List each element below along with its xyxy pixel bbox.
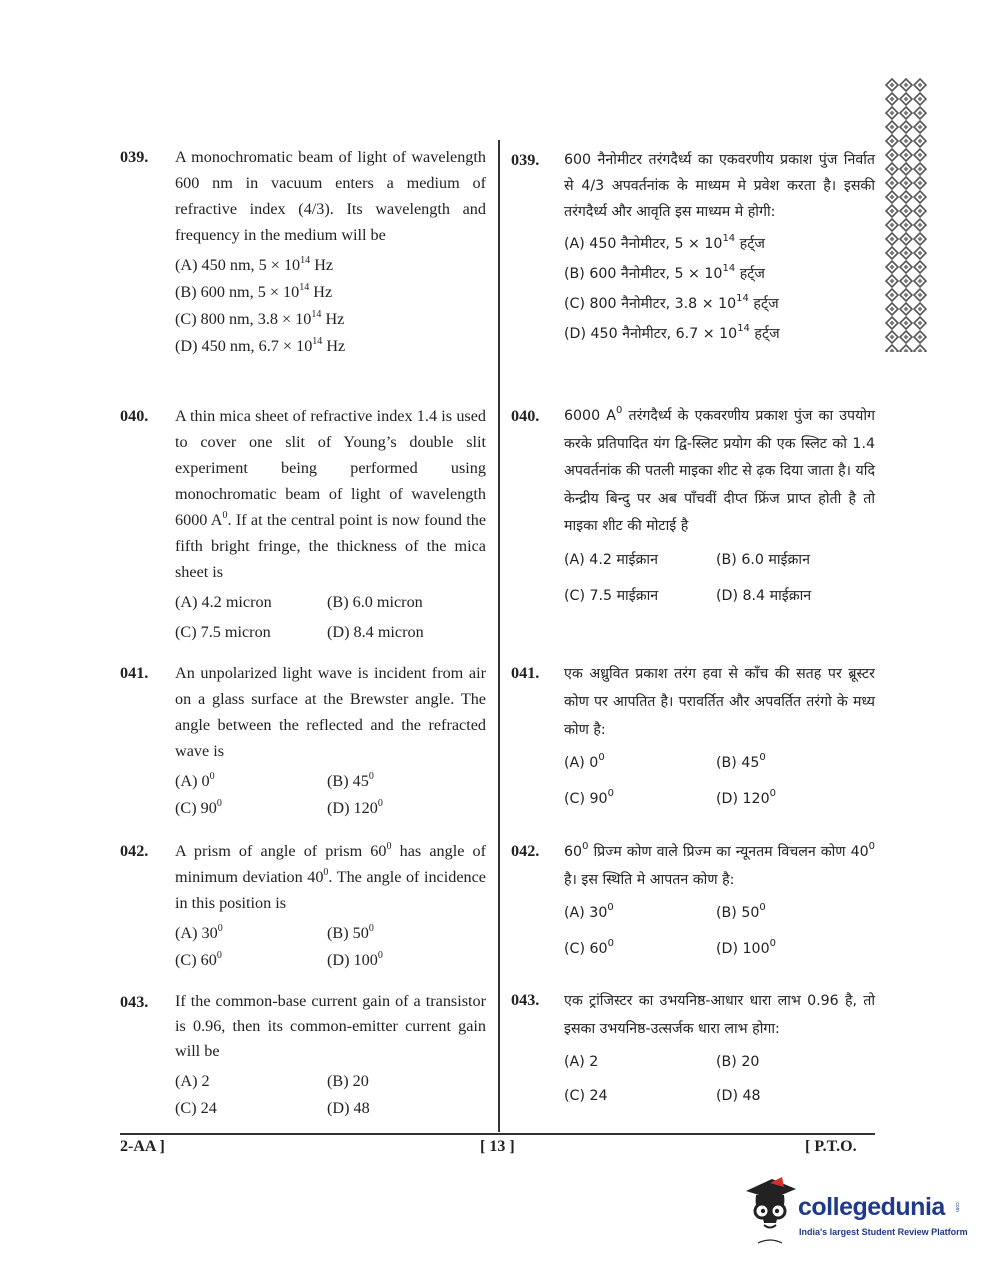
question-text: $60^0$ प्रिज्म कोण वाले प्रिज्म का न्यूनतम विचलन कोण $40^0$ है। इस स्थिति मे आपतन कोण है: (564, 841, 875, 888)
option-c: (C) 24 (175, 1099, 217, 1117)
option-a: (A) $30^0$ (564, 902, 614, 921)
option-a: (A) 450 नैनोमीटर, $5 \times 10^{14}$ हर्ट्ज (564, 233, 765, 252)
option-a: (A) 4.2 micron (175, 593, 272, 611)
option-d: (D) 8.4 माईक्रान (716, 587, 812, 604)
option-a: (A) 2 (175, 1072, 210, 1090)
question-text: A prism of angle of prism $60^0$ has angle of minimum deviation $40^0$. The angle of incidence in this position is (175, 840, 486, 912)
question-039-hindi (511, 147, 875, 349)
option-c: (C) $60^0$ (564, 938, 614, 957)
question-number: 040. (120, 407, 149, 425)
option-a: (A) 4.2 माईक्रान (564, 551, 658, 568)
option-b: (B) 6.0 micron (327, 593, 423, 611)
question-text: A thin mica sheet of refractive index 1.4 is used to cover one slit of Young’s double slit experiment being performed using monochromatic beam of light of wavelength 6000 $A^0$. If at the central point is now found the fifth bright fringe, the thickness of the mica sheet is (175, 407, 487, 581)
question-041-hindi (511, 660, 875, 814)
footer-paper-code: 2-AA ] (120, 1138, 165, 1155)
question-number: 043. (120, 993, 149, 1011)
option-c: (C) 800 nm, $3.8 \times 10^{14}$ Hz (175, 308, 345, 328)
logo-domain: .com (954, 1201, 960, 1212)
question-number: 039. (511, 151, 540, 169)
question-040-hindi (511, 403, 875, 611)
option-d: (D) 450 नैनोमीटर, $6.7 \times 10^{14}$ हर्ट्ज (564, 323, 780, 342)
logo-wordmark: collegedunia (798, 1193, 945, 1221)
options-list (564, 748, 875, 814)
footer-page-number: [ 13 ] (480, 1138, 515, 1155)
decorative-side-pattern (885, 78, 927, 352)
question-number: 042. (511, 842, 540, 860)
option-b: (B) $50^0$ (716, 902, 766, 921)
options-list (175, 1068, 486, 1122)
footer-rule (120, 1133, 875, 1135)
question-text: If the common-base current gain of a transistor is 0.96, then its common-emitter current gain will be (175, 992, 486, 1060)
option-b: (B) 20 (716, 1054, 760, 1070)
options-list (564, 1047, 875, 1111)
option-c: (C) 7.5 micron (175, 623, 271, 641)
question-number: 040. (511, 407, 540, 425)
option-d: (D) 48 (716, 1088, 761, 1104)
question-number: 041. (120, 664, 149, 682)
option-b: (B) $50^0$ (327, 922, 374, 942)
option-c: (C) 800 नैनोमीटर, $3.8 \times 10^{14}$ हर्ट्ज (564, 293, 779, 312)
option-d: (D) $100^0$ (716, 938, 776, 957)
option-b: (B) $45^0$ (716, 752, 766, 771)
option-d: (D) $100^0$ (327, 949, 383, 969)
option-b: (B) 20 (327, 1072, 369, 1090)
option-d: (D) 48 (327, 1099, 370, 1117)
collegedunia-logo (742, 1175, 972, 1255)
option-c: (C) 7.5 माईक्रान (564, 587, 659, 604)
option-c: (C) $90^0$ (564, 788, 614, 807)
option-d: (D) $120^0$ (716, 788, 776, 807)
option-d: (D) 450 nm, $6.7 \times 10^{14}$ Hz (175, 335, 346, 355)
options-list (175, 920, 486, 974)
option-b: (B) 6.0 माईक्रान (716, 551, 810, 568)
question-number: 039. (120, 148, 149, 166)
options-list (175, 589, 486, 646)
question-042-english (120, 838, 486, 974)
question-number: 042. (120, 842, 149, 860)
option-a: (A) 450 nm, $5 \times 10^{14}$ Hz (175, 254, 334, 274)
question-text: A monochromatic beam of light of wavelength 600 nm in vacuum enters a medium of refractive index (4/3). Its wavelength and frequency in the medium will be (175, 148, 486, 244)
option-a: (A) $30^0$ (175, 922, 223, 942)
question-number: 041. (511, 664, 540, 682)
option-c: (C) $90^0$ (175, 797, 222, 817)
question-043-english (120, 989, 486, 1122)
option-b: (B) 600 nm, $5 \times 10^{14}$ Hz (175, 281, 333, 301)
option-a: (A) 2 (564, 1054, 599, 1070)
column-divider (498, 140, 500, 1132)
options-list (175, 252, 486, 360)
option-b: (B) $45^0$ (327, 770, 374, 790)
question-042-hindi (511, 838, 875, 964)
options-list (564, 545, 875, 611)
question-text: 6000 $A^0$ तरंगदैर्ध्य के एकवरणीय प्रकाश पुंज का उपयोग करके प्रतिपादित यंग द्वि-स्लिट प्रयोग की एक स्लिट को 1.4 अपवर्तनांक की पतली माइका शीट से ढ़क दिया जाता है। यदि केन्द्रीय बिन्दु पर अब पाँचवीं दीप्त फ्रिंज प्राप्त होती है तो माइका शीट की मोटाई है (564, 405, 875, 534)
options-list (564, 229, 875, 349)
question-number: 043. (511, 991, 540, 1009)
option-c: (C) 24 (564, 1088, 608, 1104)
option-d: (D) 8.4 micron (327, 623, 424, 641)
question-text: 600 नैनोमीटर तरंगदैर्ध्य का एकवरणीय प्रकाश पुंज निर्वात से 4/3 अपवर्तनांक के माध्यम मे प्रवेश करता है। इसकी तरंगदैर्ध्य और आवृति इस माध्यम मे होगी: (564, 152, 875, 220)
question-text: एक अध्रुवित प्रकाश तरंग हवा से काँच की सतह पर ब्रूस्टर कोण पर आपतित है। परावर्तित और अपवर्तित तरंगो के मध्य कोण है: (564, 666, 875, 738)
options-list (564, 898, 875, 964)
question-text: An unpolarized light wave is incident from air on a glass surface at the Brewster angle. The angle between the reflected and the refracted wave is (175, 664, 486, 760)
logo-tagline: India's largest Student Review Platform (799, 1227, 968, 1237)
option-c: (C) $60^0$ (175, 949, 222, 969)
mascot-icon (742, 1177, 798, 1247)
question-text: एक ट्रांजिस्टर का उभयनिष्ठ-आधार धारा लाभ 0.96 है, तो इसका उभयनिष्ठ-उत्सर्जक धारा लाभ होगा: (564, 993, 875, 1037)
options-list (175, 768, 486, 822)
question-039-english (120, 144, 486, 360)
question-040-english (120, 403, 486, 646)
option-b: (B) 600 नैनोमीटर, $5 \times 10^{14}$ हर्ट्ज (564, 263, 765, 282)
option-d: (D) $120^0$ (327, 797, 383, 817)
question-041-english (120, 660, 486, 822)
footer-pto: [ P.T.O. (805, 1138, 857, 1155)
option-a: (A) $0^0$ (175, 770, 215, 790)
question-043-hindi (511, 987, 875, 1111)
option-a: (A) $0^0$ (564, 752, 605, 771)
